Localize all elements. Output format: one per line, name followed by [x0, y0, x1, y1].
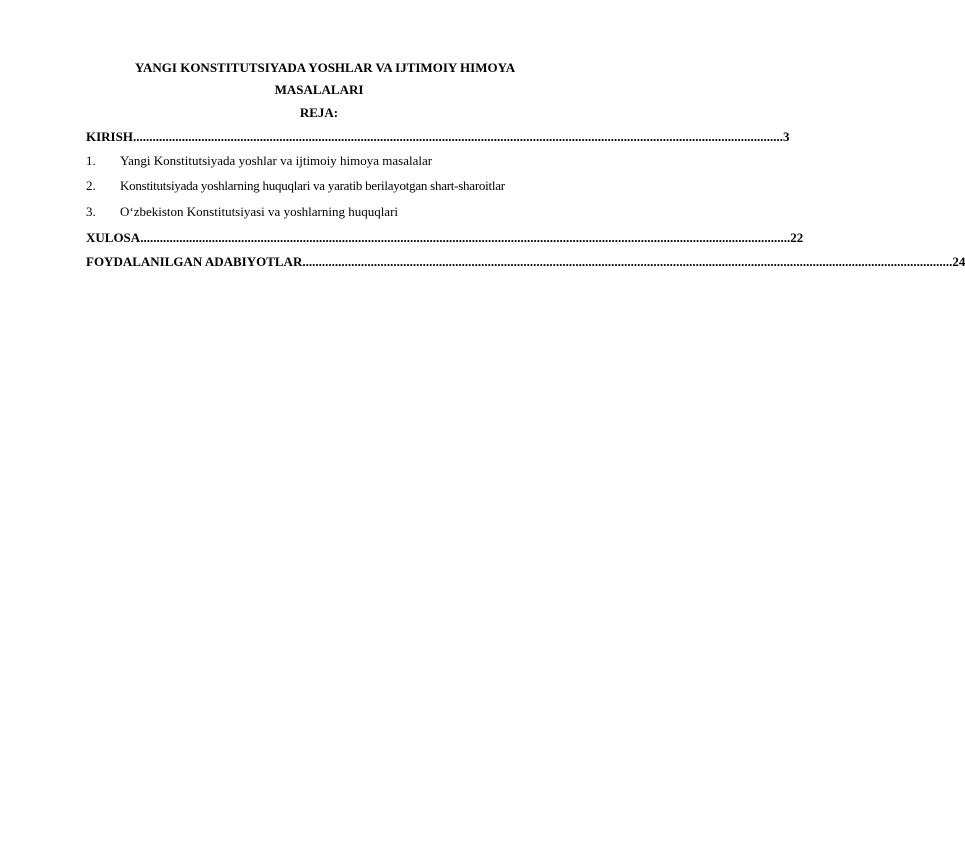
plan-item-number: 2.: [86, 178, 96, 193]
plan-item-number: 3.: [86, 204, 96, 219]
plan-heading: REJA:: [299, 105, 339, 120]
plan-item-text: O‘zbekiston Konstitutsiyasi va yoshlarning huquqlari: [120, 204, 399, 219]
toc-entry-adabiyotlar: [86, 254, 965, 270]
toc-leader-dots: ........................................................................................................................................................................................................: [302, 254, 953, 269]
plan-item-number: 1.: [86, 153, 96, 168]
document-title-line-1: YANGI KONSTITUTSIYADA YOSHLAR VA IJTIMOIY HIMOYA: [134, 60, 516, 75]
toc-entry-page-number: 22: [790, 230, 804, 245]
plan-item-text: Yangi Konstitutsiyada yoshlar va ijtimoiy himoya masalalar: [120, 153, 433, 168]
toc-entry-page-number: 3: [782, 129, 790, 144]
plan-item-2: [86, 178, 556, 194]
toc-leader-dots: ........................................................................................................................................................................................................: [132, 129, 783, 144]
toc-entry-kirish: [86, 129, 790, 145]
toc-entry-label: XULOSA: [86, 230, 141, 245]
toc-entry-label: FOYDALANILGAN ADABIYOTLAR: [86, 254, 303, 269]
toc-entry-page-number: 24: [952, 254, 965, 269]
toc-entry-xulosa: [86, 230, 804, 246]
plan-item-text: Konstitutsiyada yoshlarning huquqlari va yaratib berilayotgan shart-sharoitlar: [120, 178, 505, 193]
document-title-line-2: MASALALARI: [274, 82, 364, 97]
toc-entry-label: KIRISH: [86, 129, 133, 144]
plan-item-3: [86, 204, 556, 220]
plan-item-1: [86, 153, 556, 169]
toc-leader-dots: ........................................................................................................................................................................................................: [140, 230, 791, 245]
